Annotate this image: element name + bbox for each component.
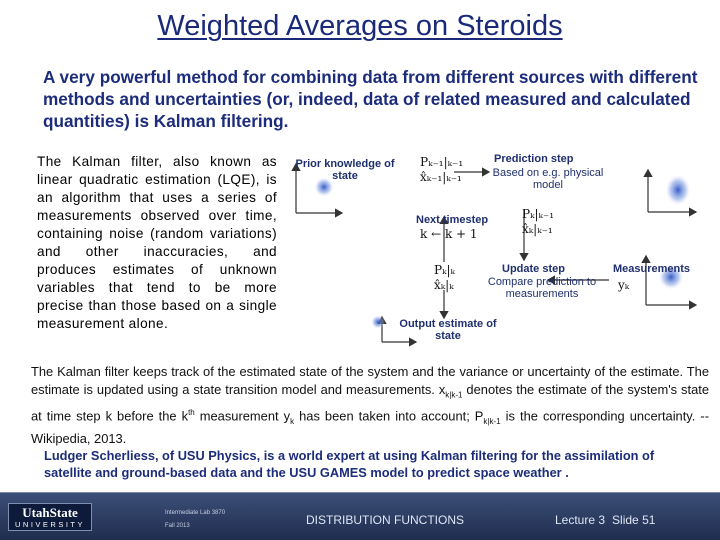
footer-slide-info	[555, 513, 662, 527]
wiki-sup-1: th	[188, 407, 195, 417]
prediction-note: Based on e.g. physical model	[492, 167, 604, 191]
predicted-p: Pₖ|ₖ₋₁	[522, 207, 555, 221]
term-label: Fall 2013	[165, 523, 190, 529]
wiki-sub-3: k|k-1	[483, 416, 501, 426]
logo-line1: UtahState	[22, 505, 78, 520]
wiki-sub-2: k	[290, 416, 295, 426]
slide-title: Weighted Averages on Steroids	[157, 10, 563, 42]
wiki-sub-1: k|k-1	[445, 390, 463, 400]
next-timestep-math: k ← k + 1	[420, 227, 478, 241]
prediction-plot	[648, 170, 696, 212]
updated-p: Pₖ|ₖ	[434, 263, 455, 277]
wiki-text-1: The Kalman filter keeps track of the estimated state of the system and the variance or uncertainty of the estimate. The estimate is updated using a state transition model and measurements. x	[31, 364, 709, 397]
usu-logo	[8, 503, 92, 531]
ludger-paragraph: Ludger Scherliess, of USU Physics, is a world expert at using Kalman filtering for the assimilation of satellite and ground-based data and the USU GAMES model to predict space weather .	[44, 448, 655, 480]
prior-p: Pₖ₋₁|ₖ₋₁	[420, 155, 464, 169]
measurements-math: yₖ	[618, 278, 630, 292]
kalman-description: The Kalman filter, also known as linear quadratic estimation (LQE), is an algorithm that uses a series of measurements observed over time, containing noise (random variations) and other inaccuracies, and produces estimates of unknown variables that tend to be more precise than those based on a single measurement alone.	[37, 154, 277, 331]
update-step-label: Update step	[502, 263, 565, 275]
intro-paragraph: A very powerful method for combining data from different sources with different methods and uncertainties (or, indeed, data of related measured and calculated quantities) is Kalman filtering.	[43, 67, 698, 131]
wiki-text-5: is the corresponding uncertainty. --Wikipedia, 2013.	[31, 407, 709, 446]
update-note: Compare prediction to measurements	[487, 276, 597, 300]
footer-topic: DISTRIBUTION FUNCTIONS	[306, 513, 464, 527]
prior-knowledge-text: Prior knowledge of state	[295, 158, 395, 182]
slide-number: Slide 51	[612, 513, 656, 527]
logo-line2: UNIVERSITY	[14, 520, 85, 529]
next-timestep-label: Next timestep	[416, 214, 489, 226]
prediction-step-label: Prediction step	[494, 153, 574, 165]
wiki-text-2: denotes the estimate of the system's state at time step k before the k	[31, 381, 709, 423]
wiki-text-4: has been taken into account; P	[294, 407, 484, 423]
wikipedia-paragraph	[31, 363, 709, 447]
prior-knowledge-label	[290, 158, 400, 182]
wiki-text-3: measurement y	[194, 407, 291, 423]
kalman-diagram	[286, 150, 702, 360]
footer-bar	[0, 493, 720, 540]
output-estimate-label: Output estimate of state	[399, 318, 497, 342]
prior-x: x̂ₖ₋₁|ₖ₋₁	[420, 170, 462, 184]
lecture-number: Lecture 3	[555, 513, 606, 527]
measurements-label: Measurements	[613, 263, 691, 275]
predicted-x: x̂ₖ|ₖ₋₁	[522, 222, 553, 236]
updated-x: x̂ₖ|ₖ	[434, 278, 454, 292]
course-label: Intermediate Lab 3870	[165, 510, 226, 516]
